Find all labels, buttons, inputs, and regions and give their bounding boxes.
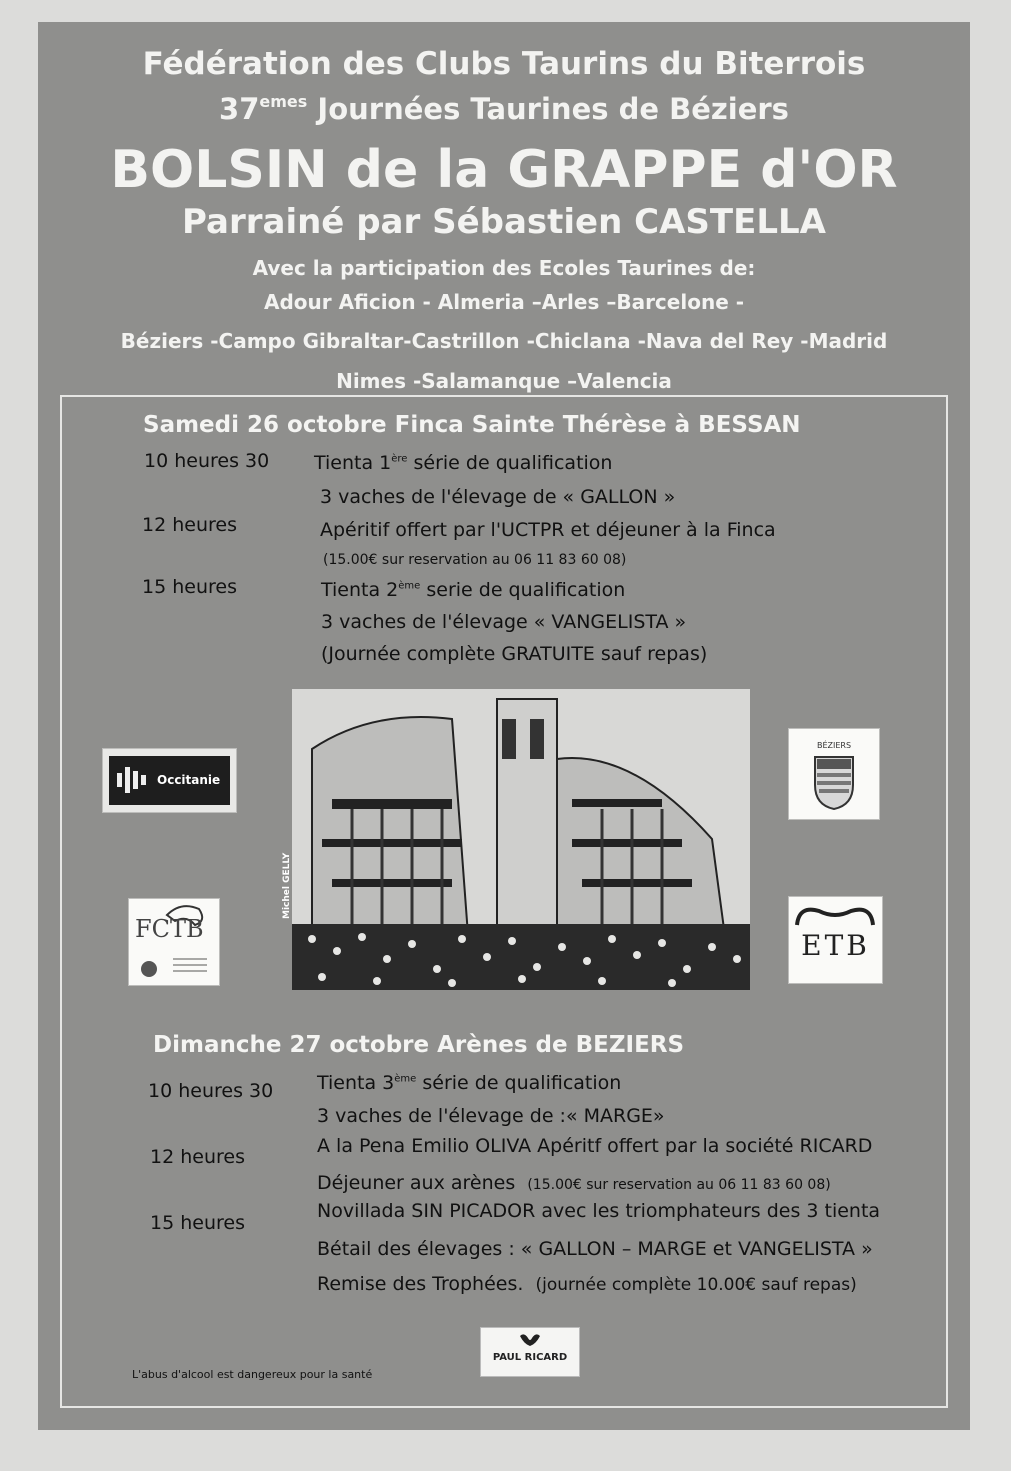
edition-suffix: emes	[259, 92, 308, 111]
day2-title: Dimanche 27 octobre Arènes de BEZIERS	[153, 1032, 685, 1058]
etb-logo	[788, 896, 883, 984]
day2-time-3: 15 heures	[150, 1212, 245, 1234]
day1-event-3	[321, 579, 625, 601]
day2-event-3-trophies: Remise des Trophées.	[317, 1273, 524, 1295]
day1-time-1: 10 heures 30	[144, 450, 270, 472]
day2-event-1-line2: 3 vaches de l'élevage de :« MARGE»	[317, 1105, 665, 1127]
edition-text: Journées Taurines de Béziers	[317, 92, 789, 126]
day1-event-1-b: série de qualification	[407, 452, 613, 474]
day1-event-2-line2: (15.00€ sur reservation au 06 11 83 60 08)	[323, 552, 627, 568]
day2-event-3-line1: Novillada SIN PICADOR avec les triomphateurs des 3 tienta	[317, 1200, 881, 1222]
edition-number: 37	[219, 92, 260, 126]
event-title: BOLSIN de la GRAPPE d'OR	[110, 140, 898, 200]
occitanie-label: Occitanie	[157, 773, 221, 787]
day2-event-1-sup: ème	[394, 1073, 417, 1085]
day1-event-3-line3: (Journée complète GRATUITE sauf repas)	[321, 643, 708, 665]
edition-title	[38, 92, 970, 126]
day2-event-1-b: série de qualification	[416, 1072, 622, 1094]
schools-intro: Avec la participation des Ecoles Taurines de:	[252, 256, 756, 280]
artist-signature: Michel GELLY	[282, 852, 292, 919]
day1-event-3-line2: 3 vaches de l'élevage « VANGELISTA »	[321, 611, 687, 633]
day2-event-2-line2	[317, 1172, 831, 1194]
schools-line-2: Béziers -Campo Gibraltar-Castrillon -Chiclana -Nava del Rey -Madrid	[120, 329, 888, 353]
sponsor-line: Parrainé par Sébastien CASTELLA	[182, 202, 826, 242]
fctb-logo	[128, 898, 220, 986]
day1-event-1-a: Tienta 1	[314, 452, 392, 474]
day1-event-3-b: serie de qualification	[420, 579, 626, 601]
schools-line-1: Adour Aficion - Almeria –Arles –Barcelone -	[263, 290, 745, 314]
day2-event-2-price: (15.00€ sur reservation au 06 11 83 60 08)	[527, 1177, 831, 1193]
day2-event-3-line3	[317, 1273, 857, 1295]
ricard-bull-icon	[518, 1332, 542, 1348]
occitanie-logo	[102, 748, 237, 813]
day1-event-1-line2: 3 vaches de l'élevage de « GALLON »	[320, 486, 676, 508]
day1-event-3-sup: ème	[398, 580, 421, 592]
day2-event-1-a: Tienta 3	[317, 1072, 395, 1094]
beziers-shield-icon	[813, 755, 855, 811]
day2-time-2: 12 heures	[150, 1146, 245, 1168]
arena-drawing	[292, 689, 750, 990]
day1-time-3: 15 heures	[142, 576, 237, 598]
fctb-label: FCTB	[135, 915, 204, 943]
day2-event-3-price: (journée complète 10.00€ sauf repas)	[535, 1275, 857, 1295]
beziers-logo	[788, 728, 880, 820]
day1-event-2-line1: Apéritif offert par l'UCTPR et déjeuner à la Finca	[320, 519, 776, 541]
day2-event-1	[317, 1072, 621, 1094]
day1-event-1-sup: ère	[391, 453, 408, 465]
day1-event-3-a: Tienta 2	[321, 579, 399, 601]
alcohol-warning: L'abus d'alcool est dangereux pour la santé	[132, 1368, 373, 1381]
federation-title: Fédération des Clubs Taurins du Biterrois	[142, 46, 866, 82]
arena-illustration	[282, 689, 750, 990]
day1-title: Samedi 26 octobre Finca Sainte Thérèse à BESSAN	[143, 412, 801, 438]
ricard-label: PAUL RICARD	[492, 1352, 568, 1363]
day2-event-3-line2: Bétail des élevages : « GALLON – MARGE et VANGELISTA »	[317, 1238, 873, 1260]
day2-time-1: 10 heures 30	[148, 1080, 274, 1102]
etb-label: ETB	[801, 929, 870, 962]
occitanie-cross-icon	[117, 765, 151, 795]
paul-ricard-logo	[480, 1327, 580, 1377]
day2-event-2-lunch: Déjeuner aux arènes	[317, 1172, 516, 1194]
day1-event-1	[314, 452, 612, 474]
schools-line-3: Nimes -Salamanque –Valencia	[336, 369, 672, 393]
beziers-label: BÉZIERS	[816, 741, 852, 750]
poster	[38, 22, 970, 1430]
day1-time-2: 12 heures	[142, 514, 237, 536]
day2-event-2-line1: A la Pena Emilio OLIVA Apéritf offert par la société RICARD	[317, 1135, 873, 1157]
